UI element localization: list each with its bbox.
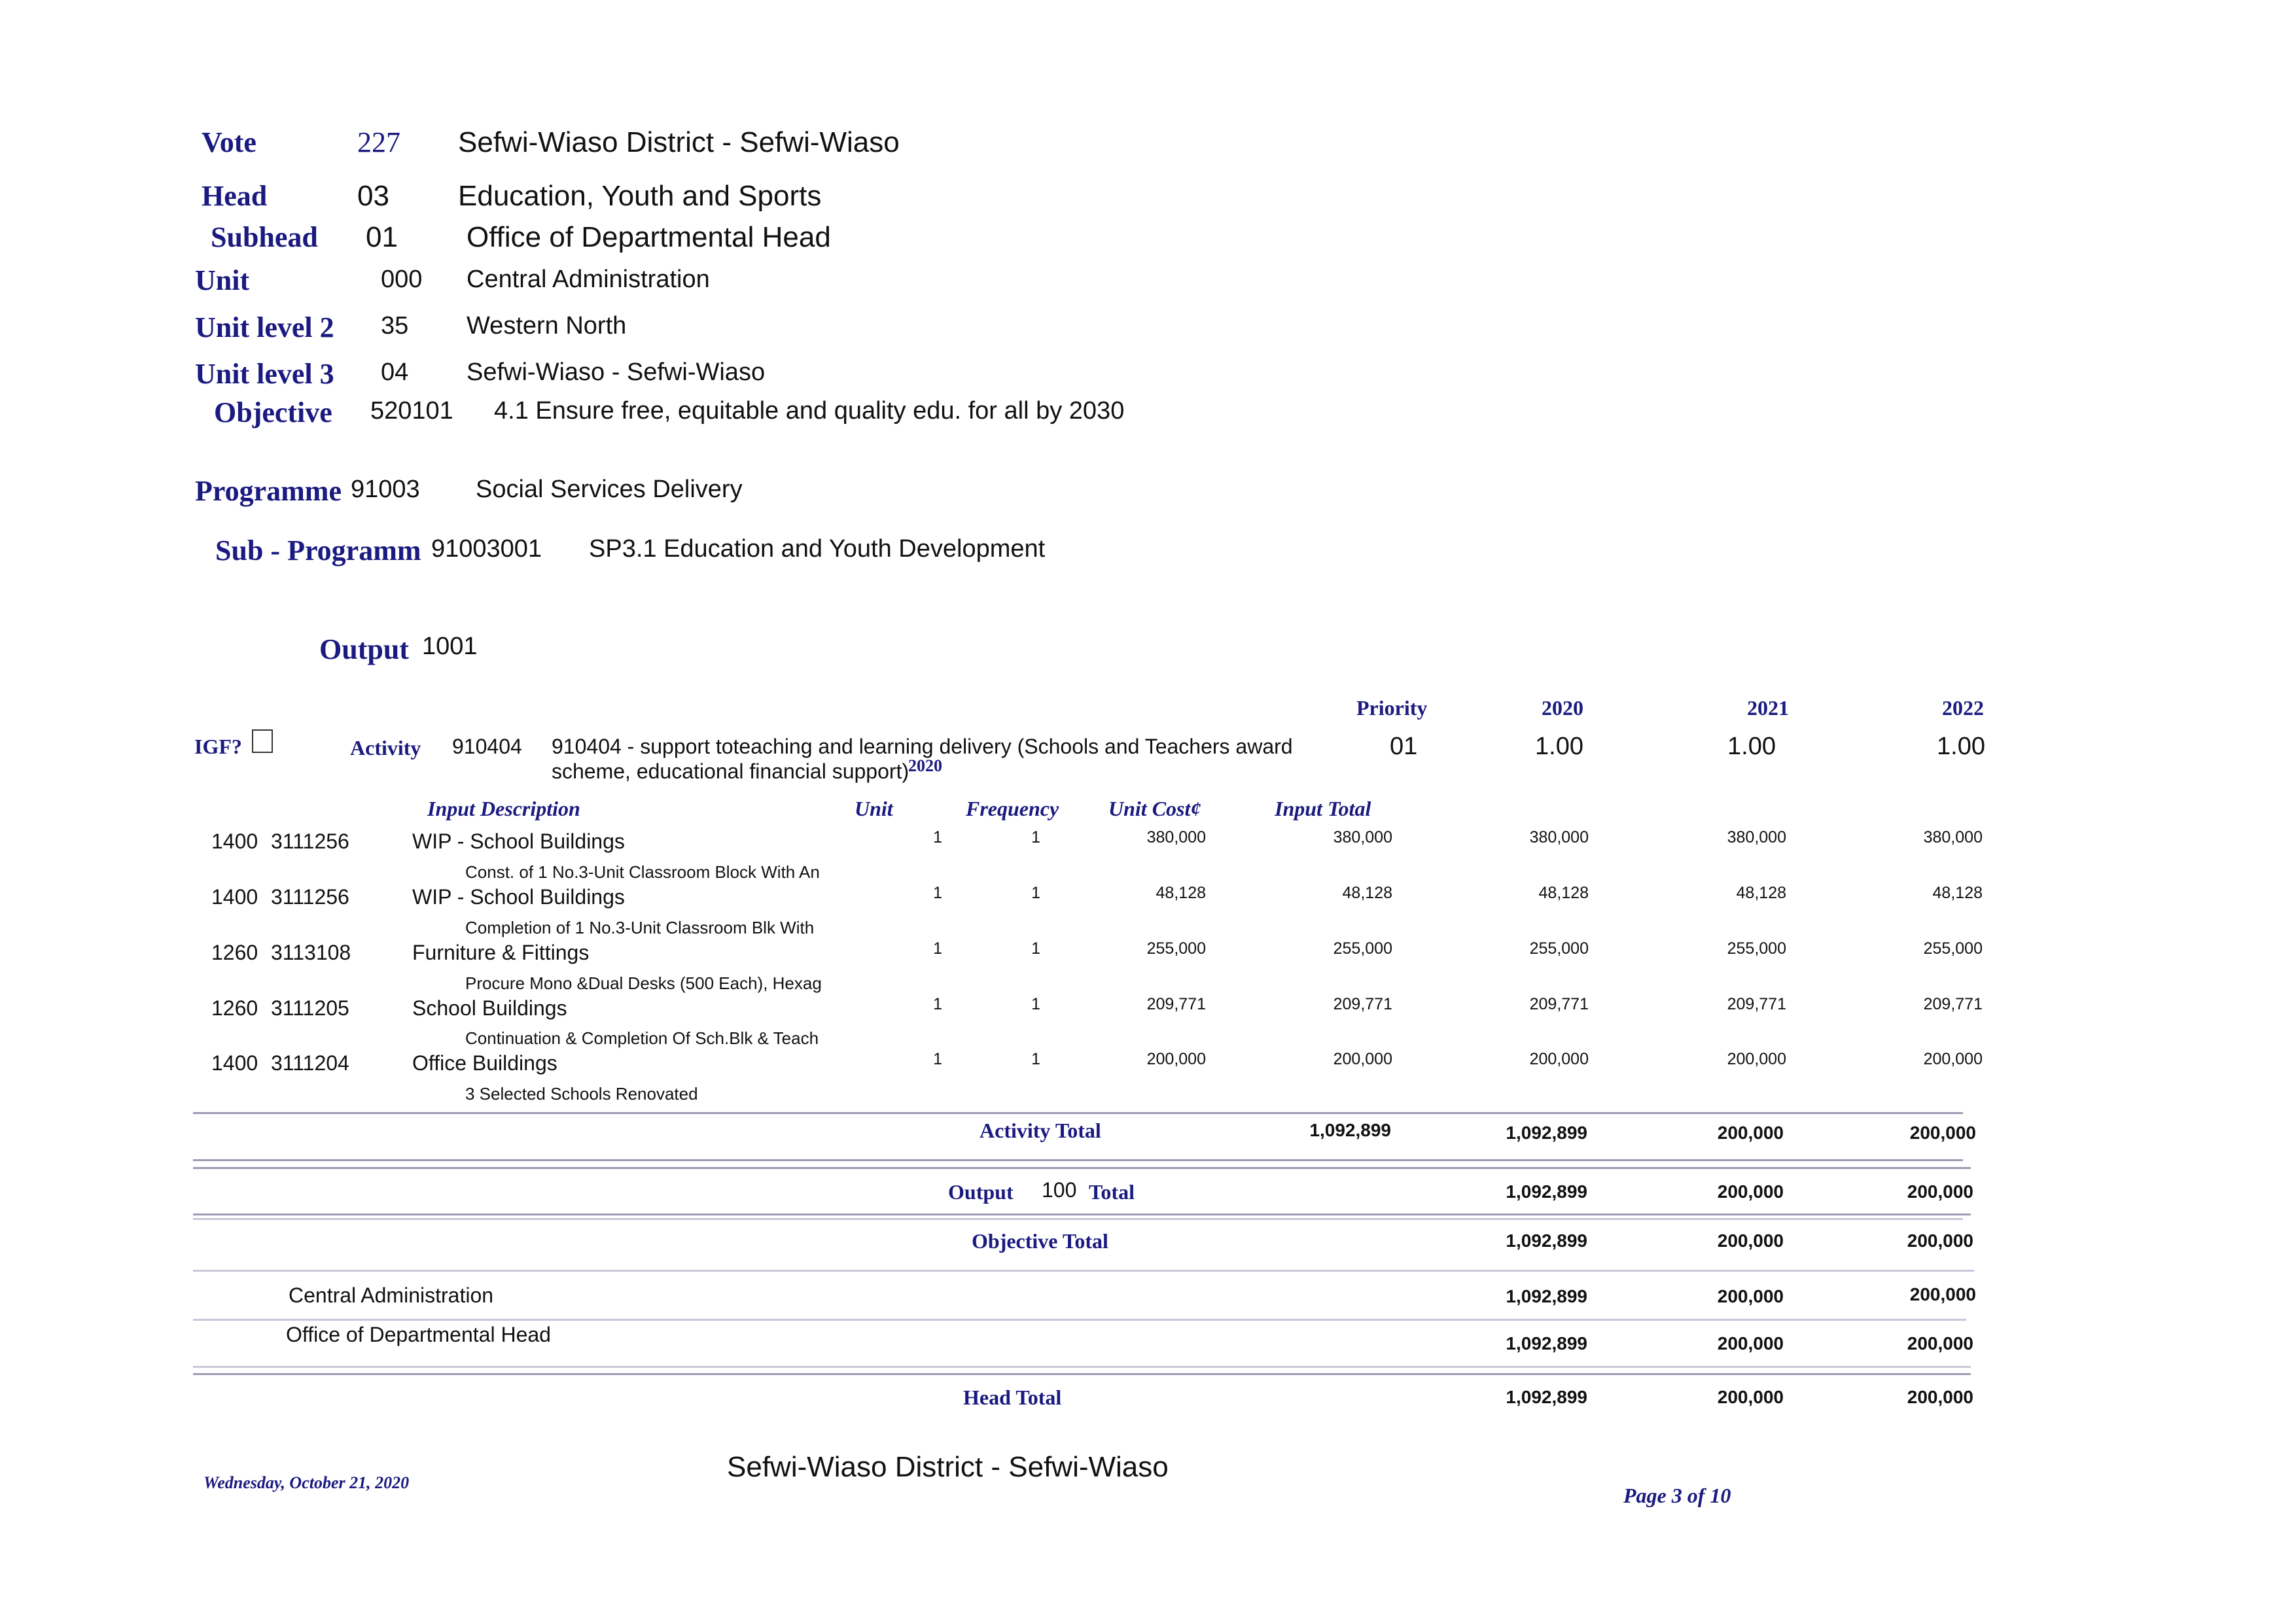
col-input-total: Input Total [1275,797,1371,820]
unit-total-label: Central Administration [289,1283,494,1307]
input-item: WIP - School Buildings [412,829,625,853]
year-value-2022: 1.00 [1937,733,1985,760]
divider [193,1270,1974,1272]
priority-value: 01 [1390,733,1418,760]
amount-2021: 200,000 [1727,1050,1786,1068]
unit-code: 000 [381,266,423,293]
vote-label: Vote [202,126,256,158]
input-detail: Completion of 1 No.3-Unit Classroom Blk With [465,918,815,937]
programme-name: Social Services Delivery [476,476,743,503]
input-total-value: 380,000 [1333,828,1392,846]
input-item: School Buildings [412,996,567,1020]
unit-value: 1 [933,1050,942,1068]
account-code: 3111205 [271,996,349,1020]
amount-2020: 255,000 [1529,939,1589,958]
output-label: Output [319,633,409,665]
unit-value: 1 [933,995,942,1013]
input-total-value: 209,771 [1333,995,1392,1013]
amount-2021: 48,128 [1736,884,1786,902]
year-value-2021: 1.00 [1727,733,1776,760]
activity-total-2021: 200,000 [1717,1123,1784,1143]
unit-total-2021: 200,000 [1717,1286,1784,1306]
input-total-value: 200,000 [1333,1050,1392,1068]
amount-2022: 200,000 [1923,1050,1983,1068]
unit-level-2-name: Western North [467,312,627,340]
unit-cost-value: 48,128 [1156,884,1206,902]
head-total-label: Head Total [963,1386,1062,1409]
subhead-label: Subhead [211,221,318,253]
account-code: 3111256 [271,885,349,909]
footer-district: Sefwi-Wiaso District - Sefwi-Wiaso [727,1451,1169,1483]
unit-level-2-label: Unit level 2 [195,311,334,343]
priority-header: Priority [1356,696,1428,720]
account-code: 3111204 [271,1051,349,1075]
activity-label: Activity [350,736,421,759]
objective-label: Objective [214,396,332,428]
amount-2022: 255,000 [1923,939,1983,958]
head-total-2022: 200,000 [1907,1387,1973,1407]
objective-total-2020: 1,092,899 [1506,1230,1587,1251]
col-frequency: Frequency [966,797,1059,820]
frequency-value: 1 [1031,884,1040,902]
unit-cost-value: 200,000 [1146,1050,1206,1068]
amount-2020: 209,771 [1529,995,1589,1013]
igf-checkbox[interactable] [252,729,273,753]
output-total-2021: 200,000 [1717,1181,1784,1202]
activity-total-2022: 200,000 [1909,1123,1976,1143]
subhead-name: Office of Departmental Head [467,221,831,253]
divider [193,1159,1963,1161]
output-total-suffix: Total [1089,1180,1135,1204]
activity-code: 910404 [452,735,522,758]
amount-2020: 380,000 [1529,828,1589,846]
programme-label: Programme [195,475,342,507]
col-input-description: Input Description [427,797,580,820]
divider [193,1218,1963,1220]
sub-programme-label: Sub - Programm [215,534,421,567]
unit-label: Unit [195,264,250,296]
input-item: Furniture & Fittings [412,941,590,964]
fund-code: 1400 [211,1051,258,1075]
unit-cost-value: 209,771 [1146,995,1206,1013]
activity-description-line2: scheme, educational financial support) [552,759,910,783]
fund-code: 1260 [211,996,258,1020]
year-header-2020: 2020 [1542,696,1583,720]
activity-total-input: 1,092,899 [1309,1120,1391,1140]
subhead-total-2021: 200,000 [1717,1333,1784,1353]
divider [193,1167,1971,1169]
objective-total-2021: 200,000 [1717,1230,1784,1251]
activity-total-2020: 1,092,899 [1506,1123,1587,1143]
frequency-value: 1 [1031,828,1040,846]
amount-2021: 255,000 [1727,939,1786,958]
amount-2020: 48,128 [1538,884,1589,902]
fund-code: 1400 [211,885,258,909]
unit-cost-value: 380,000 [1146,828,1206,846]
frequency-value: 1 [1031,1050,1040,1068]
divider [193,1112,1963,1114]
input-item: Office Buildings [412,1051,557,1075]
unit-cost-value: 255,000 [1146,939,1206,958]
input-detail: 3 Selected Schools Renovated [465,1084,698,1104]
fund-code: 1260 [211,941,258,964]
amount-2021: 209,771 [1727,995,1786,1013]
vote-name: Sefwi-Wiaso District - Sefwi-Wiaso [458,126,900,158]
output-total-2022: 200,000 [1907,1181,1973,1202]
unit-level-3-label: Unit level 3 [195,358,334,390]
year-header-2022: 2022 [1942,696,1984,720]
input-detail: Const. of 1 No.3-Unit Classroom Block With An [465,862,820,882]
unit-name: Central Administration [467,266,710,293]
output-code: 1001 [422,633,478,660]
input-total-value: 255,000 [1333,939,1392,958]
head-total-2021: 200,000 [1717,1387,1784,1407]
subhead-code: 01 [366,221,398,253]
head-label: Head [202,180,268,212]
objective-name: 4.1 Ensure free, equitable and quality edu. for all by 2030 [494,397,1125,425]
subhead-total-2020: 1,092,899 [1506,1333,1587,1353]
amount-2021: 380,000 [1727,828,1786,846]
input-detail: Procure Mono &Dual Desks (500 Each), Hexag [465,973,822,993]
page-number: Page 3 of 10 [1623,1484,1731,1507]
activity-total-label: Activity Total [980,1119,1101,1142]
divider [193,1213,1971,1215]
overlay-year: 2020 [908,756,942,775]
head-total-2020: 1,092,899 [1506,1387,1587,1407]
sub-programme-name: SP3.1 Education and Youth Development [589,535,1046,563]
account-code: 3111256 [271,829,349,853]
unit-level-3-name: Sefwi-Wiaso - Sefwi-Wiaso [467,358,766,386]
input-detail: Continuation & Completion Of Sch.Blk & Teach [465,1028,819,1048]
sub-programme-code: 91003001 [431,535,542,563]
unit-total-2022: 200,000 [1909,1284,1976,1304]
divider [193,1373,1971,1375]
unit-level-2-code: 35 [381,312,409,340]
fund-code: 1400 [211,829,258,853]
amount-2022: 209,771 [1923,995,1983,1013]
year-header-2021: 2021 [1747,696,1789,720]
divider [193,1366,1971,1368]
unit-total-2020: 1,092,899 [1506,1286,1587,1306]
amount-2022: 48,128 [1932,884,1983,902]
objective-total-label: Objective Total [972,1229,1108,1253]
input-item: WIP - School Buildings [412,885,625,909]
unit-value: 1 [933,828,942,846]
objective-code: 520101 [370,397,453,425]
head-name: Education, Youth and Sports [458,180,822,212]
output-total-2020: 1,092,899 [1506,1181,1587,1202]
subhead-total-label: Office of Departmental Head [286,1323,551,1346]
unit-value: 1 [933,939,942,958]
input-total-value: 48,128 [1342,884,1392,902]
programme-code: 91003 [351,476,420,503]
col-unit-cost: Unit Cost¢ [1108,797,1201,820]
subhead-total-2022: 200,000 [1907,1333,1973,1353]
amount-2022: 380,000 [1923,828,1983,846]
col-unit: Unit [855,797,893,820]
unit-level-3-code: 04 [381,358,409,386]
frequency-value: 1 [1031,995,1040,1013]
account-code: 3113108 [271,941,351,964]
igf-label: IGF? [194,735,242,758]
divider [193,1319,1966,1321]
report-date: Wednesday, October 21, 2020 [203,1473,410,1492]
unit-value: 1 [933,884,942,902]
frequency-value: 1 [1031,939,1040,958]
vote-code: 227 [357,126,400,158]
activity-description-line1: 910404 - support toteaching and learning delivery (Schools and Teachers award [552,735,1293,758]
amount-2020: 200,000 [1529,1050,1589,1068]
year-value-2020: 1.00 [1535,733,1583,760]
output-total-label: Output [948,1180,1014,1204]
objective-total-2022: 200,000 [1907,1230,1973,1251]
output-total-code: 100 [1042,1178,1077,1202]
head-code: 03 [357,180,389,212]
